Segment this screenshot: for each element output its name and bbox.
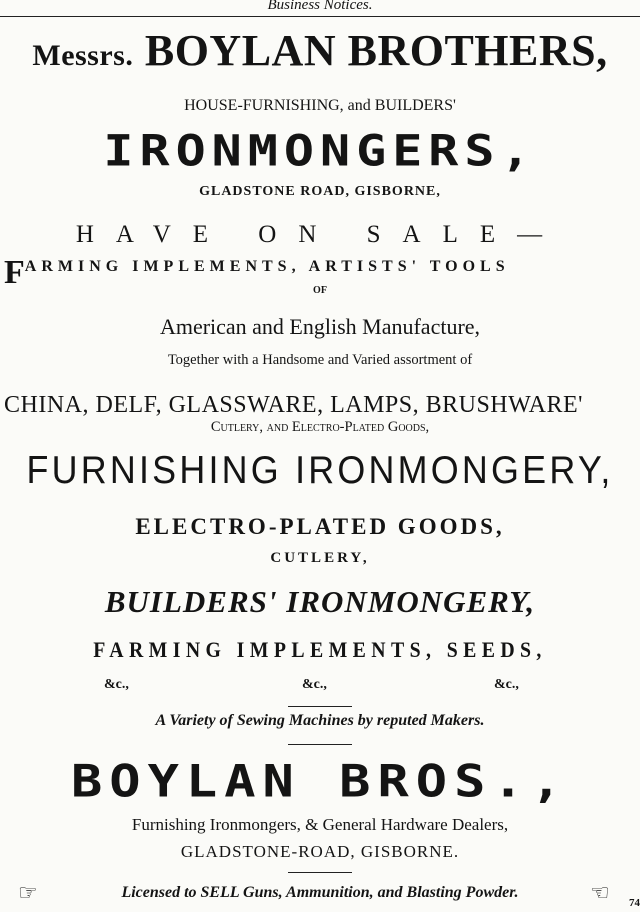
- electro-plated-goods: ELECTRO-PLATED GOODS,: [135, 514, 505, 539]
- china-line: CHINA, DELF, GLASSWARE, LAMPS, BRUSHWARE': [4, 392, 583, 418]
- licensed-line: Licensed to SELL Guns, Ammunition, and Blasting Powder.: [121, 884, 519, 901]
- address-line-2: GLADSTONE-ROAD, GISBORNE.: [180, 842, 460, 861]
- short-rule-3: [288, 872, 352, 873]
- dealers-line: Furnishing Ironmongers, & General Hardware Dealers,: [131, 815, 509, 834]
- trade-line: HOUSE-FURNISHING, and BUILDERS': [184, 97, 456, 114]
- cutlery-line: Cutlery, and Electro-Plated Goods,: [210, 419, 430, 435]
- short-rule-2: [288, 744, 352, 745]
- firm-name: BOYLAN BROTHERS,: [144, 26, 608, 75]
- page-number: 74: [629, 897, 640, 909]
- boylan-bros-heading: BOYLAN BROS.,: [71, 756, 569, 808]
- of-label: OF: [313, 285, 327, 296]
- together-line: Together with a Handsome and Varied assortment of: [167, 352, 473, 368]
- firm-heading: [0, 25, 640, 76]
- messrs-label: Messrs.: [32, 39, 134, 72]
- builders-ironmongery-heading: BUILDERS' IRONMONGERY,: [104, 584, 536, 619]
- header-rule: [0, 16, 640, 17]
- sewing-machines-line: A Variety of Sewing Machines by reputed Makers.: [155, 712, 485, 729]
- farming-implements-rest: ARMING IMPLEMENTS, ARTISTS' TOOLS: [24, 258, 510, 275]
- left-pointing-hand-icon: ☜: [590, 880, 610, 905]
- address-line-1: GLADSTONE ROAD, GISBORNE,: [199, 184, 441, 199]
- etc-3: &c.,: [494, 677, 519, 692]
- drop-cap: F: [4, 254, 25, 291]
- right-pointing-hand-icon: ☞: [18, 880, 38, 905]
- farming-seeds-line: FARMING IMPLEMENTS, SEEDS,: [93, 637, 547, 662]
- cutlery-caps: CUTLERY,: [270, 550, 370, 566]
- running-header: Business Notices.: [267, 0, 373, 13]
- manufacture-line: American and English Manufacture,: [159, 314, 481, 339]
- have-on-sale: HAVE ON SALE—: [75, 221, 565, 248]
- short-rule-1: [288, 706, 352, 707]
- ironmongers-heading: IRONMONGERS,: [103, 126, 537, 176]
- etc-1: &c.,: [104, 677, 129, 692]
- furnishing-ironmongery-heading: FURNISHING IRONMONGERY,: [26, 449, 614, 492]
- etc-2: &c.,: [302, 677, 327, 692]
